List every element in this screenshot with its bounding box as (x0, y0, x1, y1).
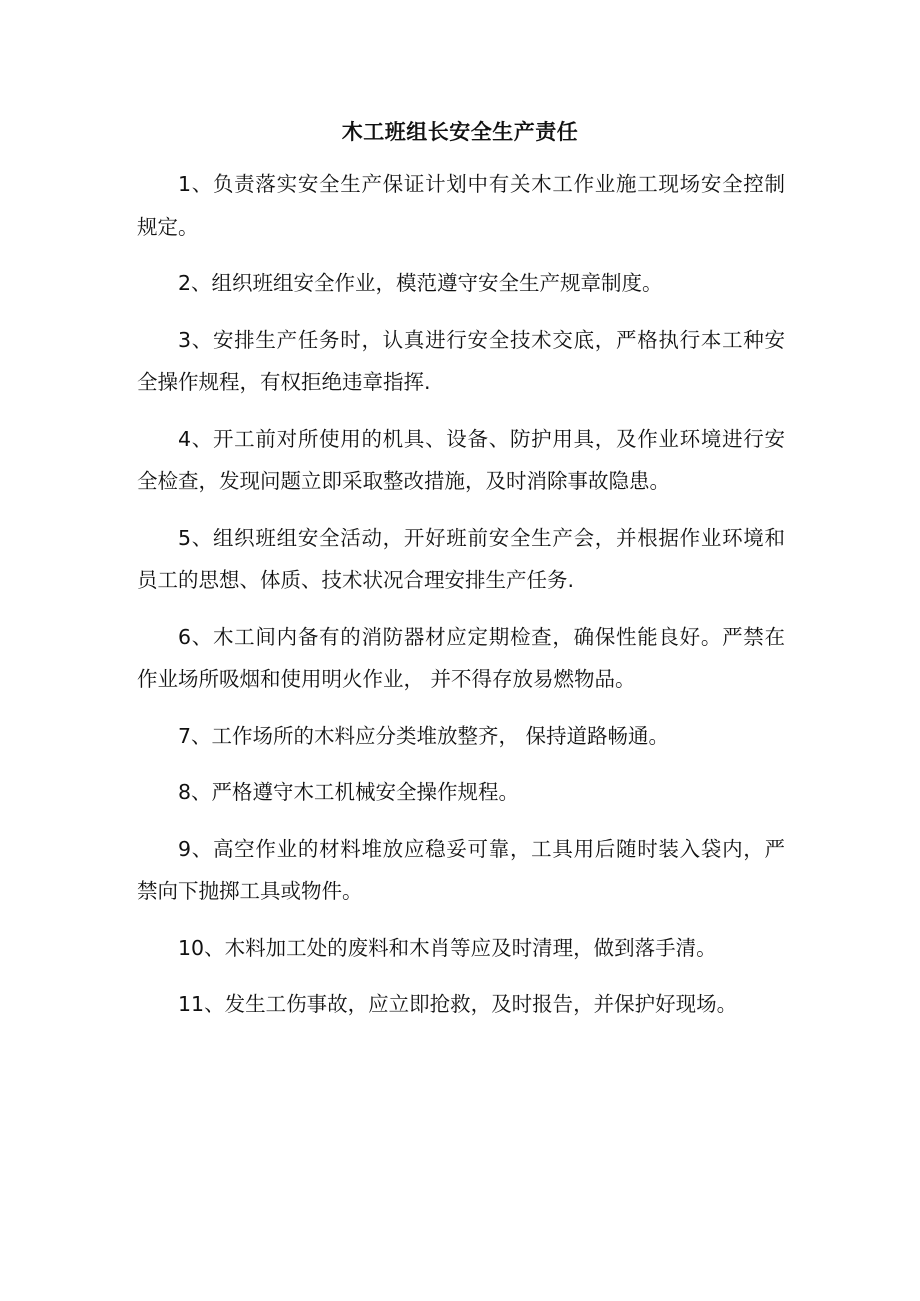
clause-1: 1、负责落实安全生产保证计划中有关木工作业施工现场安全控制规定。 (137, 172, 785, 239)
clause-11: 11、发生工伤事故，应立即抢救，及时报告，并保护好现场。 (178, 992, 738, 1016)
clause-6: 6、木工间内备有的消防器材应定期检查，确保性能良好。严禁在作业场所吸烟和使用明火作业， 并不得存放易燃物品。 (137, 624, 785, 691)
clause-2: 2、组织班组安全作业，模范遵守安全生产规章制度。 (178, 271, 663, 295)
document-title: 木工班组长安全生产责任 (341, 120, 579, 144)
clause-5: 5、组织班组安全活动，开好班前安全生产会，并根据作业环境和员工的思想、体质、技术状况合理安排生产任务. (137, 525, 785, 592)
clause-4: 4、开工前对所使用的机具、设备、防护用具，及作业环境进行安全检查，发现问题立即采取整改措施，及时消除事故隐患。 (137, 426, 785, 493)
responsibility-list (137, 163, 785, 1040)
clause-7: 7、工作场所的木料应分类堆放整齐， 保持道路畅通。 (178, 723, 670, 748)
clause-8: 8、严格遵守木工机械安全操作规程。 (178, 780, 520, 804)
clause-9: 9、高空作业的材料堆放应稳妥可靠，工具用后随时装入袋内，严禁向下抛掷工具或物件。 (137, 836, 785, 903)
clause-10: 10、木料加工处的废料和木肖等应及时清理，做到落手清。 (178, 935, 717, 960)
clause-3: 3、安排生产任务时，认真进行安全技术交底，严格执行本工种安全操作规程，有权拒绝违章指挥. (137, 327, 785, 394)
